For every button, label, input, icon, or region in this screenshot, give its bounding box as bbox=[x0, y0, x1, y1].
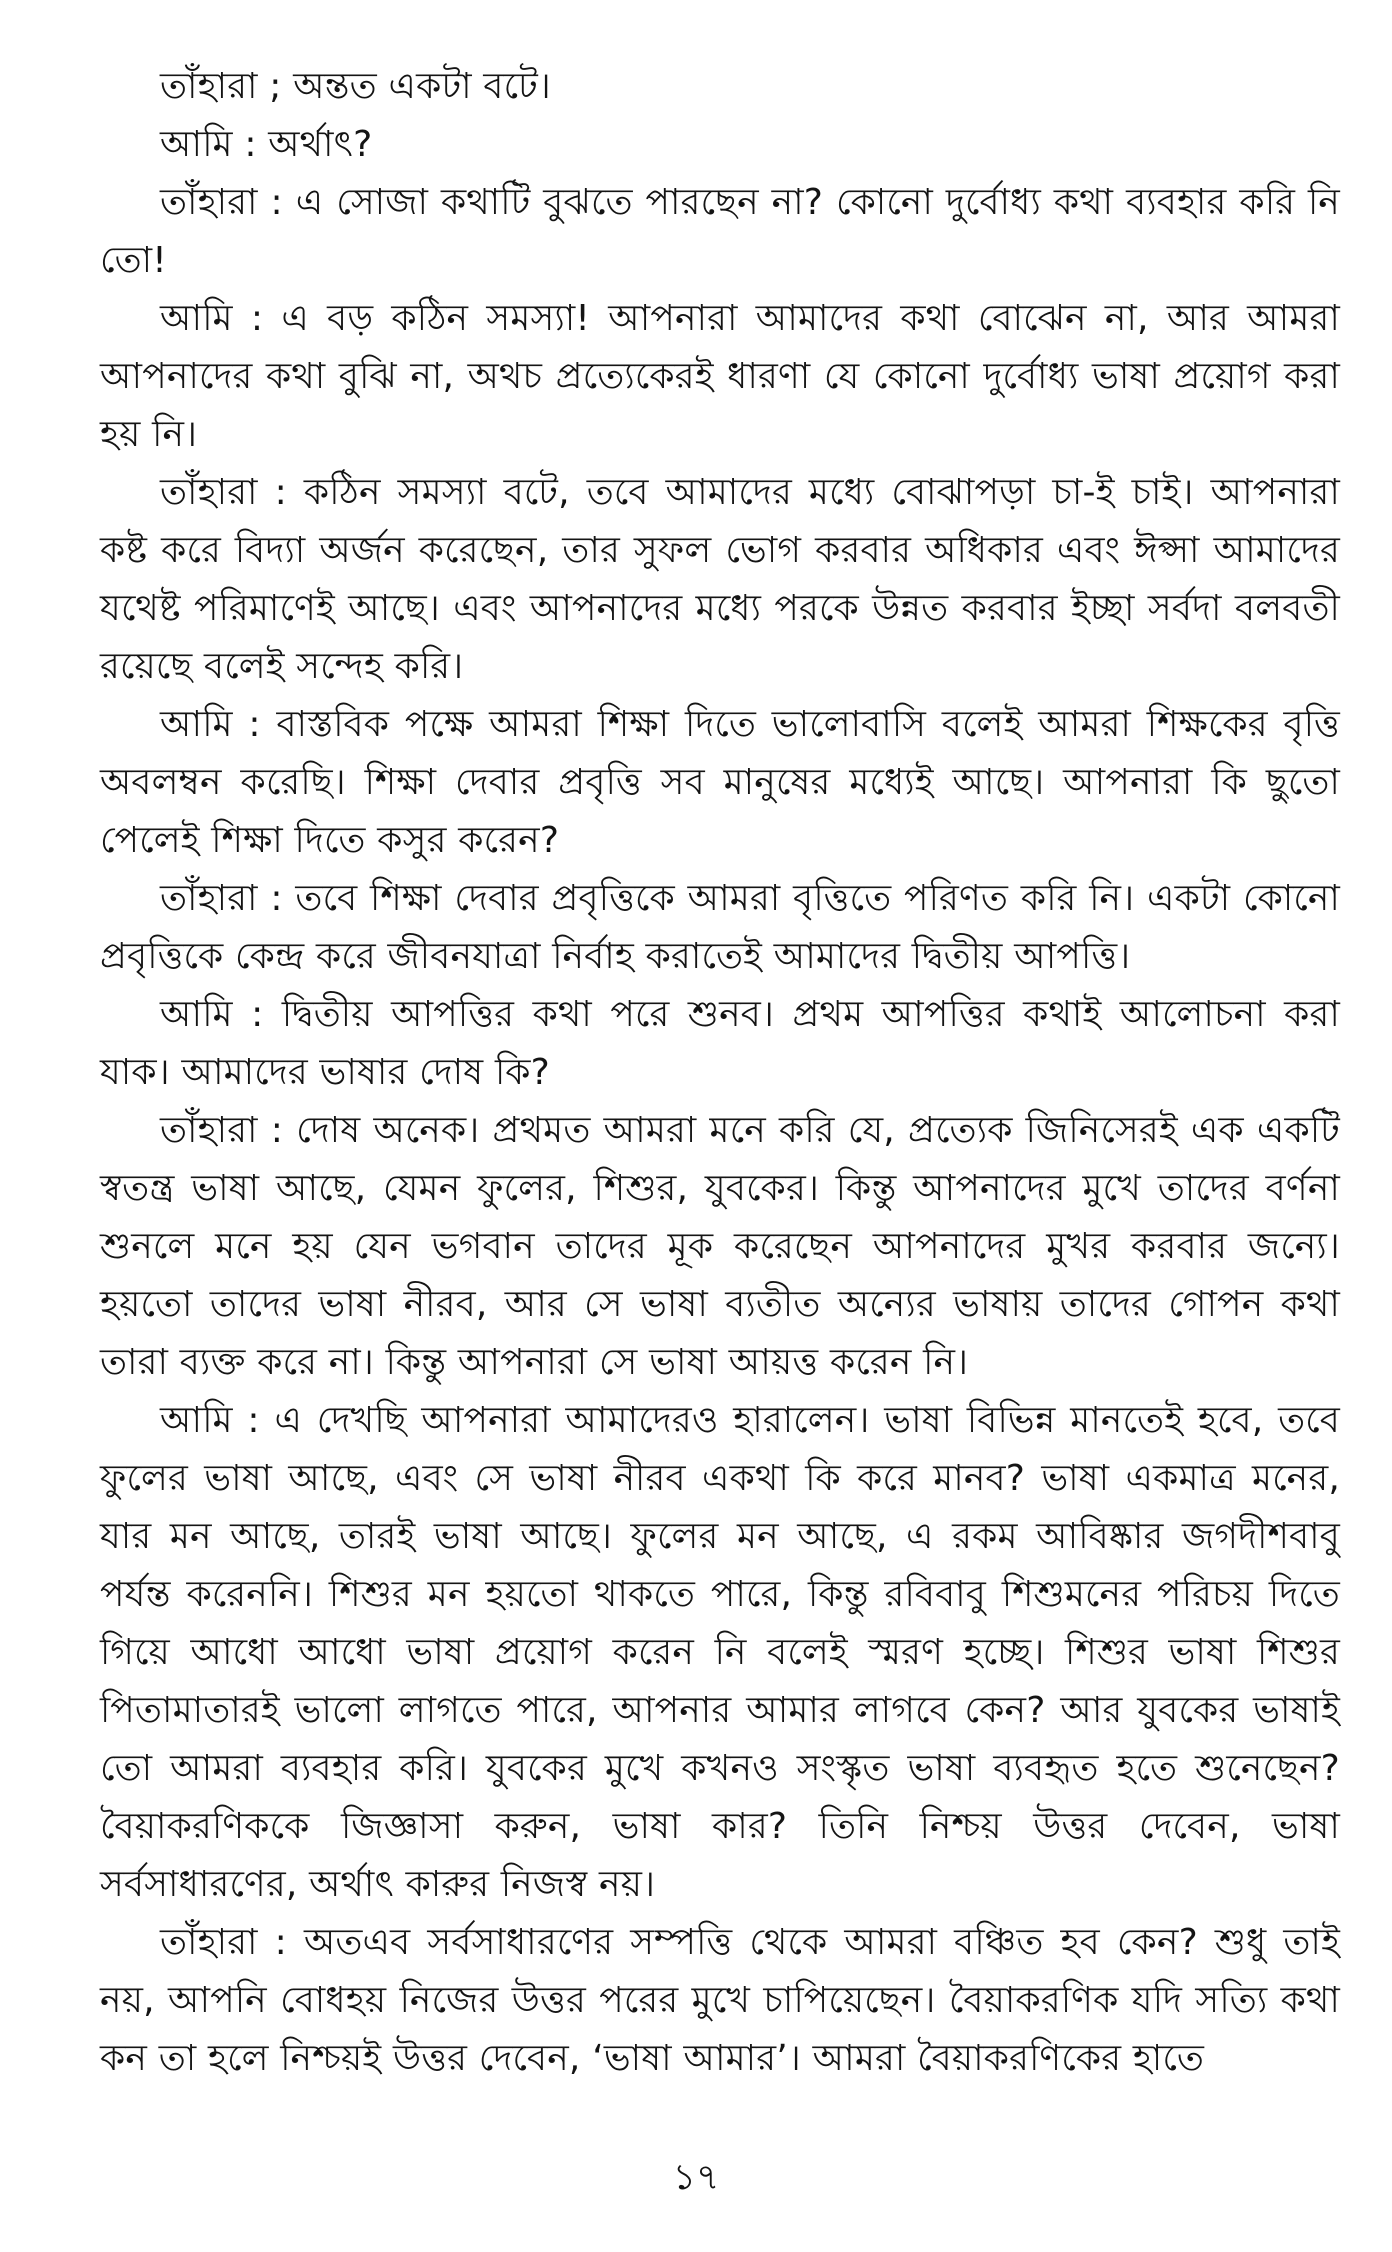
speaker-label: আমি : bbox=[160, 1400, 260, 1441]
dialogue-text: দোষ অনেক। প্রথমত আমরা মনে করি যে, প্রত্যেক জিনিসেরই এক একটি স্বতন্ত্র ভাষা আছে, যেমন ফুলের, শিশুর, যুবকের। কিন্তু আপনাদের মুখে তাদের বর্ণনা শুনলে মনে হয় যেন ভগবান তাদের মূক করেছেন আপনাদের মুখর করবার জন্যে। হয়তো তাদের ভাষা নীরব, আর সে ভাষা ব্যতীত অন্যের ভাষায় তাদের গোপন কথা তারা ব্যক্ত করে না। কিন্তু আপনারা সে ভাষা আয়ত্ত করেন নি। bbox=[100, 1110, 1340, 1383]
speaker-label: আমি : bbox=[160, 994, 264, 1035]
speaker-label: তাঁহারা : bbox=[160, 1110, 284, 1151]
dialogue-paragraph bbox=[100, 1914, 1340, 2088]
dialogue-text: অতএব সর্বসাধারণের সম্পত্তি থেকে আমরা বঞ্চিত হব কেন? শুধু তাই নয়, আপনি বোধহয় নিজের উত্তর পরের মুখে চাপিয়েছেন। বৈয়াকরণিক যদি সত্যি কথা কন তা হলে নিশ্চয়ই উত্তর দেবেন, ‘ভাষা আমার’। আমরা বৈয়াকরণিকের হাতে bbox=[100, 1922, 1340, 2079]
dialogue-text: তবে শিক্ষা দেবার প্রবৃত্তিকে আমরা বৃত্তিতে পরিণত করি নি। একটা কোনো প্রবৃত্তিকে কেন্দ্র করে জীবনযাত্রা নির্বাহ করাতেই আমাদের দ্বিতীয় আপত্তি। bbox=[100, 878, 1341, 977]
dialogue-text: কঠিন সমস্যা বটে, তবে আমাদের মধ্যে বোঝাপড়া চা-ই চাই। আপনারা কষ্ট করে বিদ্যা অর্জন করেছেন, তার সুফল ভোগ করবার অধিকার এবং ঈপ্সা আমাদের যথেষ্ট পরিমাণেই আছে। এবং আপনাদের মধ্যে পরকে উন্নত করবার ইচ্ছা সর্বদা বলবতী রয়েছে বলেই সন্দেহ করি। bbox=[100, 472, 1340, 687]
page-number: ১৭ bbox=[672, 2157, 720, 2198]
dialogue-paragraph bbox=[100, 58, 1340, 116]
speaker-label: তাঁহারা : bbox=[160, 1922, 287, 1963]
speaker-label: আমি : bbox=[160, 298, 264, 339]
speaker-label: তাঁহারা : bbox=[160, 472, 287, 513]
speaker-label: তাঁহারা ; bbox=[160, 66, 282, 107]
dialogue-text: এ দেখছি আপনারা আমাদেরও হারালেন। ভাষা বিভিন্ন মানতেই হবে, তবে ফুলের ভাষা আছে, এবং সে ভাষা নীরব একথা কি করে মানব? ভাষা একমাত্র মনের, যার মন আছে, তারই ভাষা আছে। ফুলের মন আছে, এ রকম আবিষ্কার জগদীশবাবু পর্যন্ত করেননি। শিশুর মন হয়তো থাকতে পারে, কিন্তু রবিবাবু শিশুমনের পরিচয় দিতে গিয়ে আধো আধো ভাষা প্রয়োগ করেন নি বলেই স্মরণ হচ্ছে। শিশুর ভাষা শিশুর পিতামাতারই ভালো লাগতে পারে, আপনার আমার লাগবে কেন? আর যুবকের ভাষাই তো আমরা ব্যবহার করি। যুবকের মুখে কখনও সংস্কৃত ভাষা ব্যবহৃত হতে শুনেছেন? বৈয়াকরণিককে জিজ্ঞাসা করুন, ভাষা কার? তিনি নিশ্চয় উত্তর দেবেন, ভাষা সর্বসাধারণের, অর্থাৎ কারুর নিজস্ব নয়। bbox=[100, 1400, 1340, 1905]
speaker-label: তাঁহারা : bbox=[160, 182, 283, 223]
dialogue-paragraph bbox=[100, 174, 1340, 290]
dialogue-paragraph bbox=[100, 464, 1340, 696]
dialogue-text: অর্থাৎ? bbox=[256, 124, 373, 165]
speaker-label: আমি : bbox=[160, 704, 261, 745]
dialogue-paragraph bbox=[100, 290, 1340, 464]
dialogue-paragraph bbox=[100, 1102, 1340, 1392]
dialogue-text: বাস্তবিক পক্ষে আমরা শিক্ষা দিতে ভালোবাসি বলেই আমরা শিক্ষকের বৃত্তি অবলম্বন করেছি। শিক্ষা দেবার প্রবৃত্তি সব মানুষের মধ্যেই আছে। আপনারা কি ছুতো পেলেই শিক্ষা দিতে কসুর করেন? bbox=[100, 704, 1341, 861]
dialogue-text: অন্তত একটা বটে। bbox=[281, 66, 551, 107]
speaker-label: তাঁহারা : bbox=[160, 878, 283, 919]
dialogue-text: এ বড় কঠিন সমস্যা! আপনারা আমাদের কথা বোঝেন না, আর আমরা আপনাদের কথা বুঝি না, অথচ প্রত্যেকেরই ধারণা যে কোনো দুর্বোধ্য ভাষা প্রয়োগ করা হয় নি। bbox=[100, 298, 1341, 455]
dialogue-paragraph bbox=[100, 870, 1340, 986]
dialogue-paragraph bbox=[100, 696, 1340, 870]
dialogue-text: এ সোজা কথাটি বুঝতে পারছেন না? কোনো দুর্বোধ্য কথা ব্যবহার করি নি তো! bbox=[100, 182, 1340, 281]
speaker-label: আমি : bbox=[160, 124, 257, 165]
dialogue-paragraph bbox=[100, 986, 1340, 1102]
dialogue-text: দ্বিতীয় আপত্তির কথা পরে শুনব। প্রথম আপত্তির কথাই আলোচনা করা যাক। আমাদের ভাষার দোষ কি? bbox=[100, 994, 1340, 1093]
dialogue-paragraph bbox=[100, 116, 1340, 174]
book-page bbox=[100, 58, 1340, 2188]
dialogue-paragraph bbox=[100, 1392, 1340, 1914]
